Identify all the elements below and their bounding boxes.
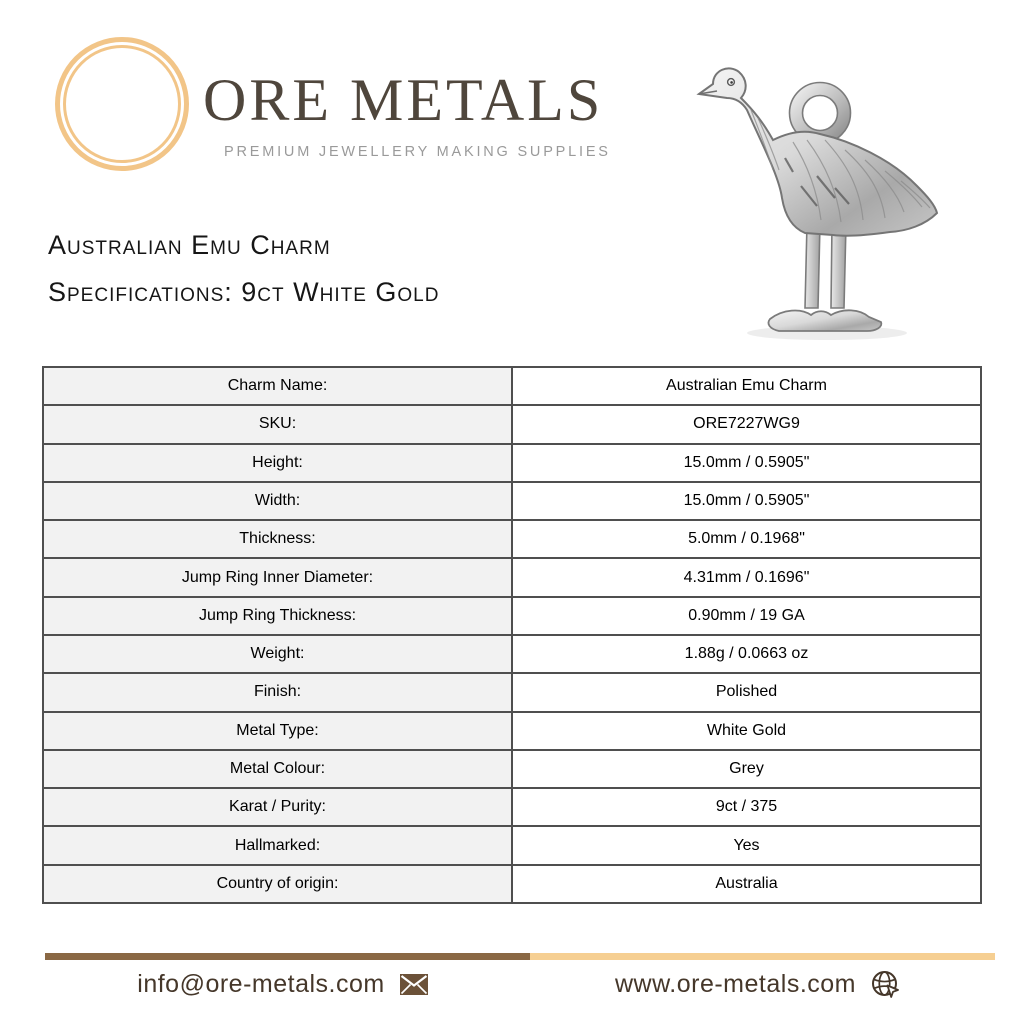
table-row (43, 405, 981, 443)
product-title-line1: Australian Emu Charm (48, 230, 331, 260)
product-image-emu-charm (655, 38, 965, 350)
footer-website-group (520, 970, 995, 999)
spec-value: Yes (512, 826, 981, 864)
spec-value: 5.0mm / 0.1968" (512, 520, 981, 558)
spec-value: 15.0mm / 0.5905" (512, 444, 981, 482)
table-row (43, 520, 981, 558)
spec-label: Finish: (43, 673, 512, 711)
brand-tagline: PREMIUM JEWELLERY MAKING SUPPLIES (224, 144, 611, 160)
spec-value: ORE7227WG9 (512, 405, 981, 443)
spec-label: Metal Colour: (43, 750, 512, 788)
footer-contact-row (45, 963, 995, 1005)
spec-value: 15.0mm / 0.5905" (512, 482, 981, 520)
divider-tan-segment (530, 953, 995, 960)
spec-label: Jump Ring Inner Diameter: (43, 558, 512, 596)
table-row (43, 712, 981, 750)
table-row (43, 558, 981, 596)
spec-label: Jump Ring Thickness: (43, 597, 512, 635)
spec-value: 1.88g / 0.0663 oz (512, 635, 981, 673)
spec-table (42, 366, 982, 904)
spec-label: Weight: (43, 635, 512, 673)
spec-label: Width: (43, 482, 512, 520)
product-title-line2: Specifications: 9ct White Gold (48, 277, 440, 307)
spec-value: 0.90mm / 19 GA (512, 597, 981, 635)
table-row (43, 865, 981, 903)
table-row (43, 635, 981, 673)
table-row (43, 673, 981, 711)
brand-logo-inner-ring (63, 45, 181, 163)
brand-name: ORE METALS (203, 67, 604, 133)
table-row (43, 788, 981, 826)
table-row (43, 367, 981, 405)
spec-label: Metal Type: (43, 712, 512, 750)
spec-label: Thickness: (43, 520, 512, 558)
email-link[interactable]: info@ore-metals.com (137, 969, 385, 998)
footer-email-group (45, 970, 520, 999)
spec-value: Grey (512, 750, 981, 788)
spec-label: Hallmarked: (43, 826, 512, 864)
spec-label: Height: (43, 444, 512, 482)
spec-value: Australia (512, 865, 981, 903)
spec-value: Polished (512, 673, 981, 711)
spec-label: SKU: (43, 405, 512, 443)
website-link[interactable]: www.ore-metals.com (615, 969, 856, 998)
table-row (43, 826, 981, 864)
spec-value: 4.31mm / 0.1696" (512, 558, 981, 596)
globe-icon (871, 970, 900, 999)
spec-value: 9ct / 375 (512, 788, 981, 826)
envelope-icon (400, 974, 428, 995)
table-row (43, 444, 981, 482)
table-row (43, 482, 981, 520)
table-row (43, 597, 981, 635)
emu-charm-illustration (655, 38, 965, 350)
brand-logo-ring-icon (55, 37, 189, 171)
spec-value: White Gold (512, 712, 981, 750)
spec-label: Country of origin: (43, 865, 512, 903)
page-title (48, 222, 439, 316)
table-row (43, 750, 981, 788)
spec-value: Australian Emu Charm (512, 367, 981, 405)
divider-brown-segment (45, 953, 530, 960)
spec-label: Charm Name: (43, 367, 512, 405)
spec-table-body (43, 367, 981, 903)
footer-divider (45, 953, 995, 960)
spec-label: Karat / Purity: (43, 788, 512, 826)
